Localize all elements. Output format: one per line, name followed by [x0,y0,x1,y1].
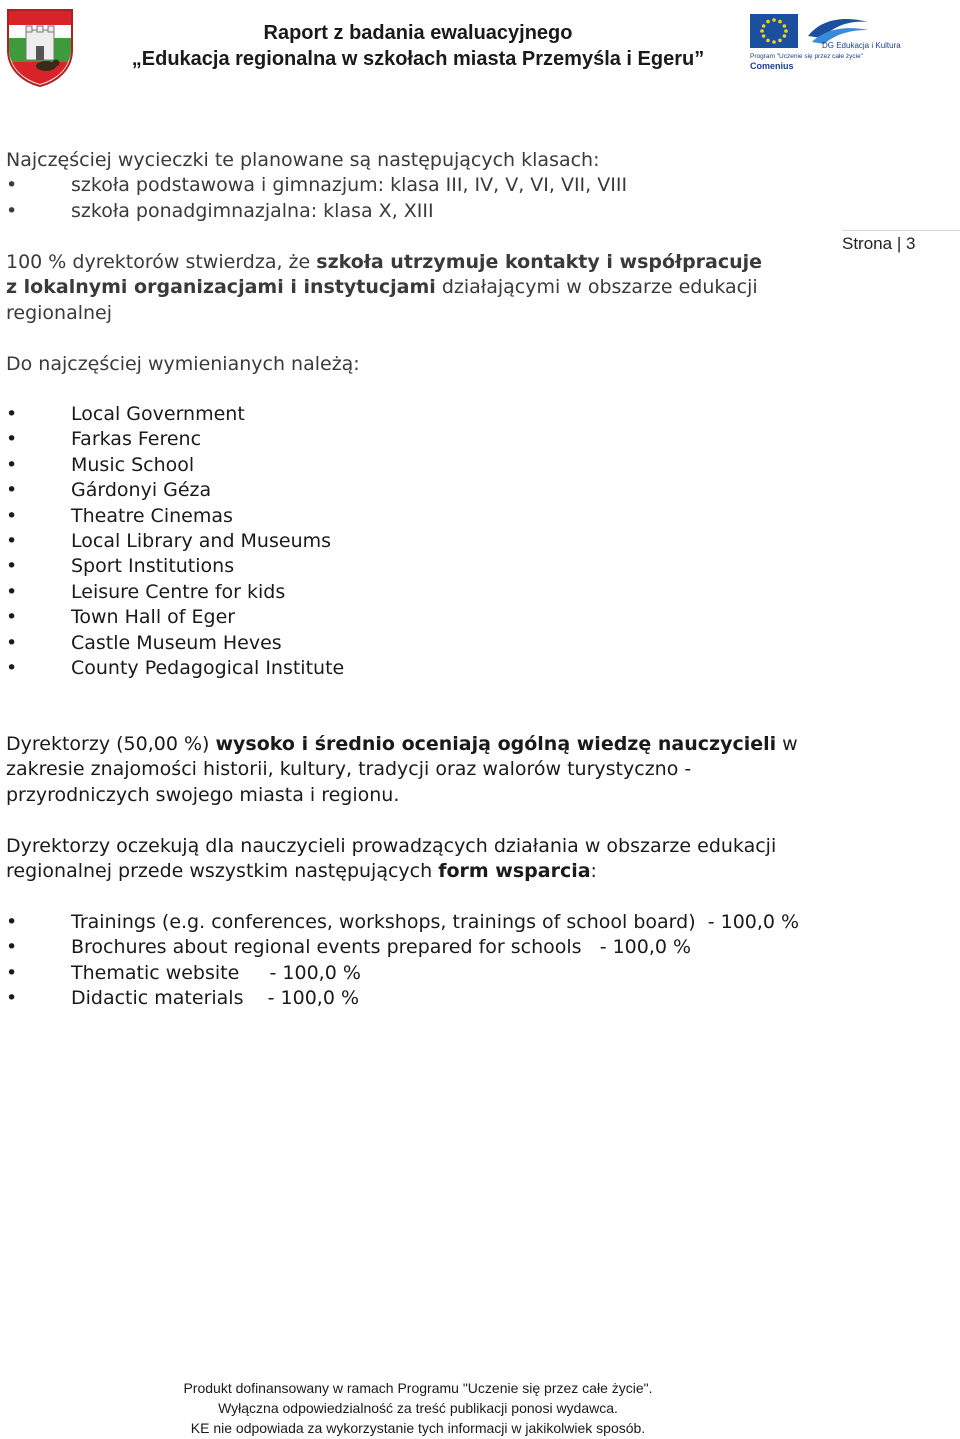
trips-intro: Najczęściej wycieczki te planowane są następujących klasach: [6,149,600,171]
eu-logo-line1: DG Edukacja i Kultura [822,41,901,50]
list-item: • Thematic website - 100,0 % [6,961,846,986]
list-item: • Castle Museum Heves [6,631,786,656]
contacts-text-bold: szkoła utrzymuje kontakty i współpracuje z lokalnymi organizacjami i instytucjami [6,251,763,299]
footer-line1: Produkt dofinansowany w ramach Programu "Uczenie się przez całe życie". [183,1380,653,1396]
report-title-line1: Raport z badania ewaluacyjnego [263,22,573,44]
orgs-intro: Do najczęściej wymienianych należą: [6,353,360,375]
support-text-bold: form wsparcia [438,860,591,883]
page-number-label: Strona [842,234,893,253]
list-item: • Music School [6,453,786,478]
orgs-section [6,402,786,681]
page-number-rule [842,230,960,231]
eu-comenius-logo [750,12,901,72]
list-item: • Leisure Centre for kids [6,580,786,605]
support-section [6,910,846,1012]
support-list [6,910,846,1012]
list-item: • Trainings (e.g. conferences, workshops, trainings of school board) - 100,0 % [6,910,846,935]
contacts-paragraph [6,250,776,326]
list-item: • Town Hall of Eger [6,605,786,630]
eu-logo-line3: Comenius [750,61,794,71]
report-title-line2: „Edukacja regionalna w szkołach miasta Przemyśla i Egeru” [131,48,705,70]
list-item: • Theatre Cinemas [6,504,786,529]
support-text-2: : [590,860,597,883]
support-text-1: Dyrektorzy oczekują dla nauczycieli prowadzących działania w obszarze edukacji regionalnej przede wszystkim następujących [6,835,777,883]
knowledge-paragraph [6,732,806,808]
knowledge-text-2: w zakresie znajomości historii, kultury, tradycji oraz walorów turystyczno - przyrodniczych swojego miasta i regionu. [6,733,798,806]
footer-line2: Wyłączna odpowiedzialność za treść publikacji ponosi wydawca. [218,1400,618,1416]
footer-line3: KE nie odpowiada za wykorzystanie tych informacji w jakikolwiek sposób. [190,1420,646,1436]
list-item: • Farkas Ferenc [6,427,786,452]
list-item: • szkoła podstawowa i gimnazjum: klasa III, IV, V, VI, VII, VIII [6,173,786,198]
contacts-text-1: 100 % dyrektorów stwierdza, że [6,251,317,273]
list-item: • Local Government [6,402,786,427]
list-item: • szkoła ponadgimnazjalna: klasa X, XIII [6,199,786,224]
page-header [0,0,960,100]
list-item: • County Pedagogical Institute [6,656,786,681]
eu-logo-line2: Program "Uczenie się przez całe życie" [750,53,863,60]
list-item: • Local Library and Museums [6,529,786,554]
support-paragraph [6,834,816,885]
knowledge-text-1: Dyrektorzy (50,00 %) [6,733,216,755]
page-footer [0,1378,836,1438]
page-number [842,234,960,254]
list-item: • Brochures about regional events prepared for schools - 100,0 % [6,935,846,960]
trips-section [6,148,786,224]
page-number-separator: | [896,234,902,253]
list-item: • Gárdonyi Géza [6,478,786,503]
trips-list [6,173,786,224]
list-item: • Didactic materials - 100,0 % [6,986,846,1011]
orgs-list [6,402,786,681]
list-item: • Sport Institutions [6,554,786,579]
report-title [0,20,836,72]
contacts-text-2: działającymi w obszarze edukacji regionalnej [6,276,758,324]
knowledge-text-bold: wysoko i średnio oceniają ogólną wiedzę nauczycieli [215,733,777,755]
page-number-value: 3 [905,234,916,253]
